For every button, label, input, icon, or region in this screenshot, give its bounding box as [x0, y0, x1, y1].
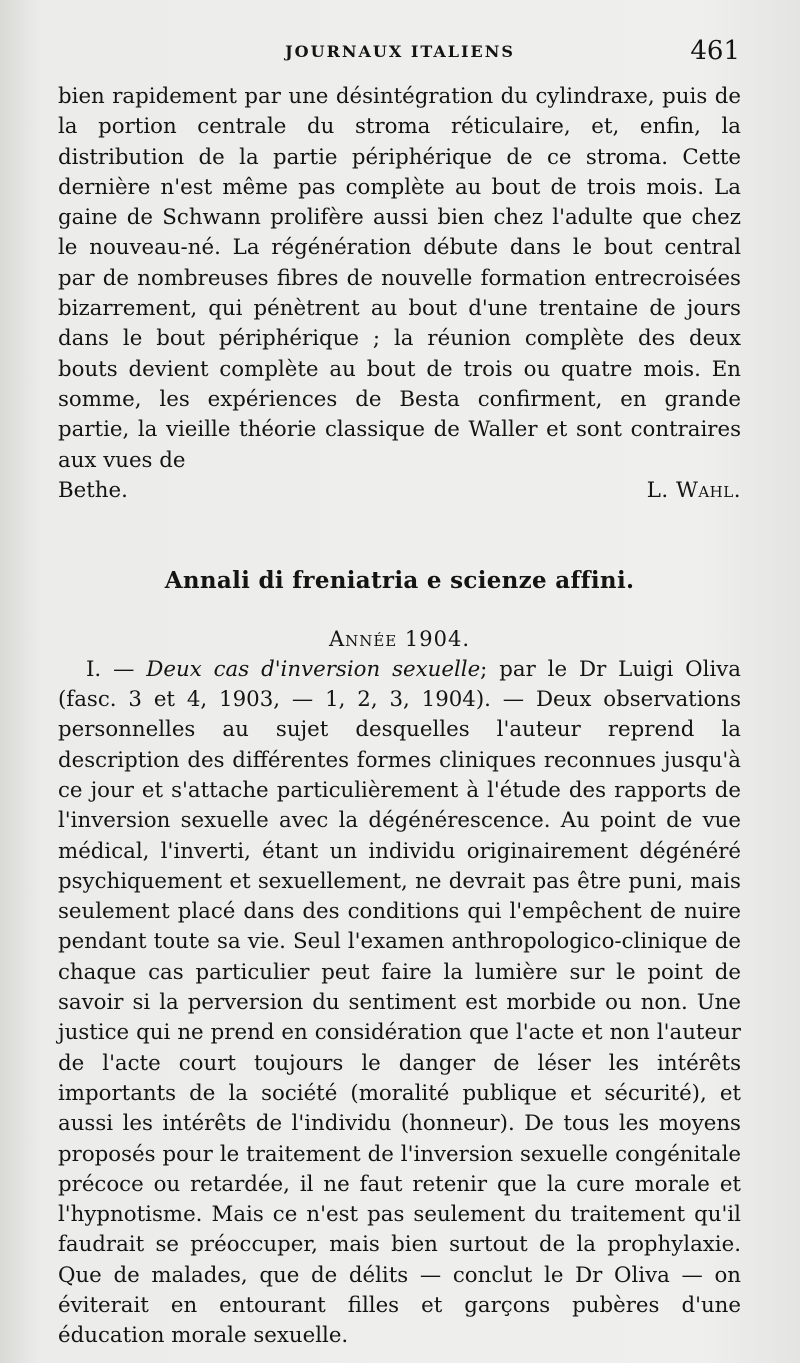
page-body: [58, 82, 741, 1352]
running-head: JOURNAUX ITALIENS: [285, 42, 515, 61]
page-number: 461: [690, 36, 740, 66]
section-title: Annali di freniatria e scienze affini.: [164, 567, 635, 595]
review-entry: [58, 655, 741, 1352]
entry-numeral: I. —: [86, 656, 135, 682]
entry-title: Deux cas d'inversion sexuelle: [146, 656, 481, 682]
last-word: Bethe.: [58, 477, 128, 503]
section-year: Année 1904.: [328, 627, 471, 652]
author-signature: L. Wahl.: [646, 477, 741, 503]
signature-line: [58, 476, 741, 506]
entry-body: ; par le Dr Luigi Oliva (fasc. 3 et 4, 1903, — 1, 2, 3, 1904). — Deux observations personnelles au sujet desquelles l'auteur reprend la description des différentes formes cliniques reconnues jusqu'à ce jour et s'attache particulièrement à l'étude des rapports de l'inversion sexuelle avec la dégénérescence. Au point de vue médical, l'inverti, étant un individu originairement dégénéré psychiquement et sexuellement, ne devrait pas être puni, mais seulement placé dans des conditions qui l'empêchent de nuire pendant toute sa vie. Seul l'examen anthropologico-clinique de chaque cas particulier peut faire la lumière sur le point de savoir si la perversion du sentiment est morbide ou non. Une justice qui ne prend en considération que l'acte et non l'auteur de l'acte court toujours le danger de léser les intérêts importants de la société (moralité publique et sécurité), et aussi les intérêts de l'individu (honneur). De tous les moyens proposés pour le traitement de l'inversion sexuelle congénitale précoce ou retardée, il ne faut retenir que la cure morale et l'hypnotisme. Mais ce n'est pas seulement du traitement qu'il faudrait se préoccuper, mais bien surtout de la prophylaxie. Que de malades, que de délits — conclut le Dr Oliva — on éviterait en entourant filles et garçons pubères d'une éducation morale sexuelle.: [58, 656, 741, 1349]
article-continuation-paragraph: bien rapidement par une désintégration du cylindraxe, puis de la portion centrale du stroma réticulaire, et, enfin, la distribution de la partie périphérique de ce stroma. Cette dernière n'est même pas complète au bout de trois mois. La gaine de Schwann prolifère aussi bien chez l'adulte que chez le nouveau-né. La régénération débute dans le bout central par de nombreuses fibres de nouvelle formation entrecroisées bizarrement, qui pénètrent au bout d'une trentaine de jours dans le bout périphérique ; la réunion complète des deux bouts devient complète au bout de trois ou quatre mois. En somme, les expériences de Besta confirment, en grande partie, la vieille théorie classique de Waller et sont contraires aux vues de: [58, 84, 741, 473]
page-header: [60, 36, 740, 66]
